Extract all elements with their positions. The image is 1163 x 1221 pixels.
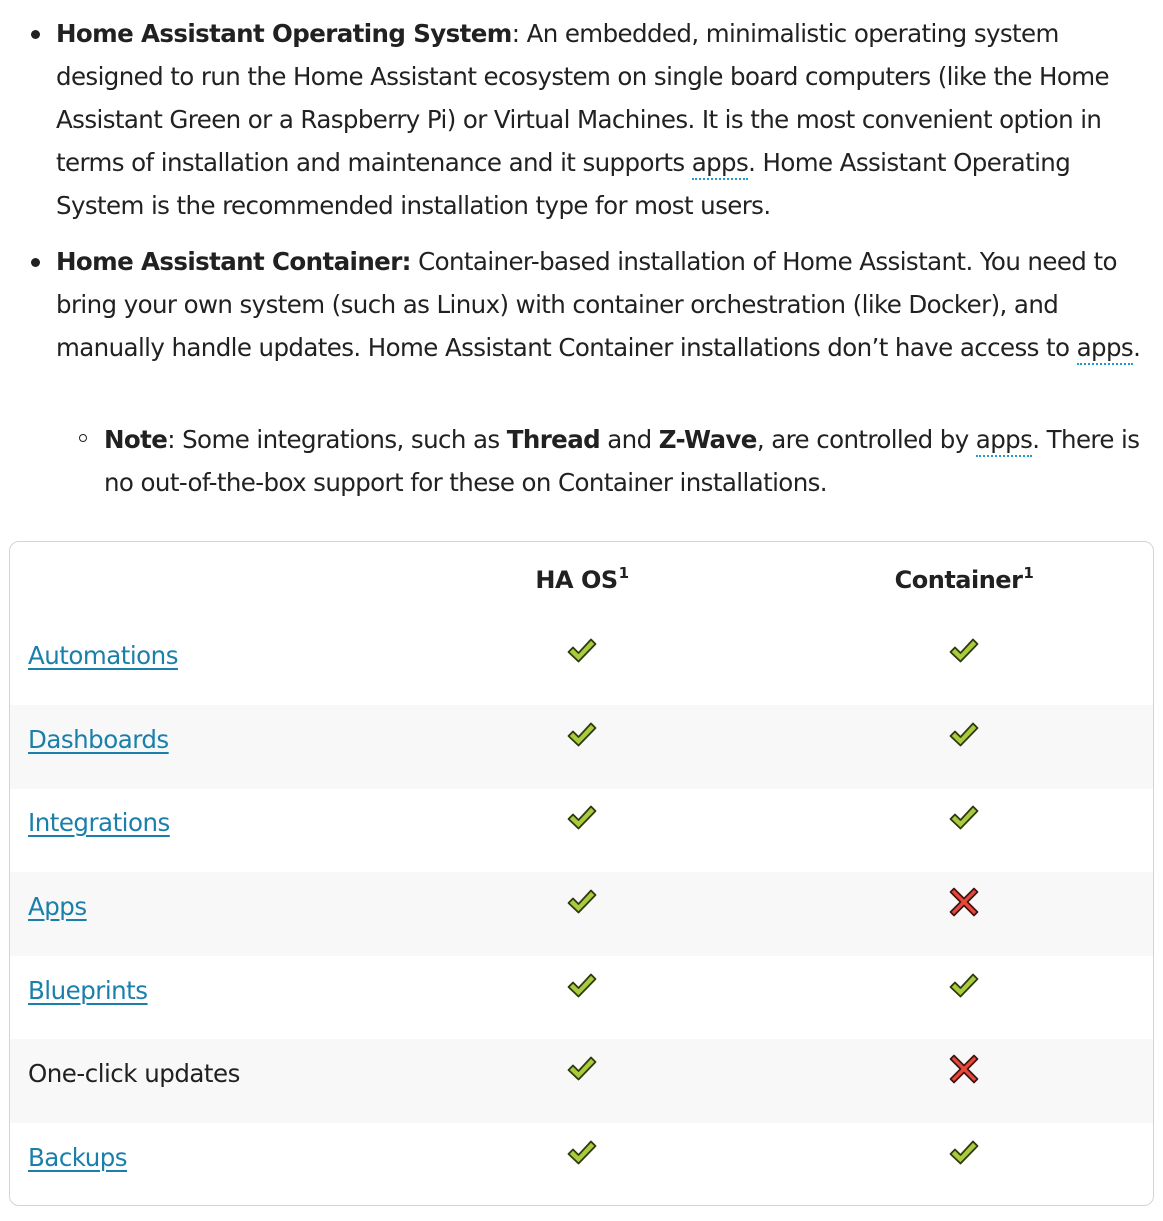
table-row (10, 1039, 1153, 1123)
apps-term-tooltip[interactable]: apps (692, 148, 748, 180)
comparison-table (9, 541, 1154, 1206)
header-haos-label: HA OS (535, 566, 618, 594)
table-header (10, 542, 1153, 622)
note-text: . There is no out-of-the-box support for these on Container installations. (104, 425, 1140, 497)
checkmark-icon (566, 1053, 598, 1085)
haos-title: Home Assistant Operating System (56, 19, 512, 48)
note-item (104, 418, 1163, 504)
table-row (10, 621, 1153, 705)
checkmark-icon (566, 970, 598, 1002)
checkmark-icon (566, 886, 598, 918)
container-text-after: . (1133, 333, 1141, 362)
note-text: , are controlled by (756, 425, 976, 454)
header-haos-footnote[interactable]: 1 (618, 564, 629, 582)
feature-link[interactable]: Dashboards (28, 725, 169, 754)
checkmark-icon (948, 970, 980, 1002)
note-label: Note (104, 425, 168, 454)
checkmark-icon (566, 802, 598, 834)
cross-icon (948, 886, 980, 918)
haos-text-after: . Home Assistant Operating System is the recommended installation type for most users. (56, 148, 1071, 220)
checkmark-icon (948, 635, 980, 667)
container-text-before: Container-based installation of Home Assistant. You need to bring your own system (such as Linux) with container orchestration (like Docker), and manually handle updates. Home Assistant Container installations don’t have access to (56, 247, 1117, 362)
feature-link[interactable]: Automations (28, 641, 178, 670)
feature-link[interactable]: Apps (28, 892, 87, 921)
table-row (10, 872, 1153, 956)
note-text: and (600, 425, 659, 454)
table-row (10, 956, 1153, 1040)
cross-icon (948, 1053, 980, 1085)
note-text: : Some integrations, such as (167, 425, 507, 454)
header-container (895, 564, 1034, 594)
feature-label: One-click updates (28, 1059, 240, 1088)
checkmark-icon (566, 1137, 598, 1169)
bullet-icon (31, 30, 40, 39)
feature-link[interactable]: Backups (28, 1143, 128, 1172)
feature-link[interactable]: Integrations (28, 808, 170, 837)
bullet-icon (31, 258, 40, 267)
haos-text-before: An embedded, minimalistic operating system designed to run the Home Assistant ecosystem on single board computers (like the Home Assistant Green or a Raspberry Pi) or Virtual Machines. It is the most convenient option in terms of installation and maintenance and it supports (56, 19, 1109, 177)
checkmark-icon (948, 802, 980, 834)
apps-term-tooltip[interactable]: apps (976, 425, 1032, 457)
checkmark-icon (566, 635, 598, 667)
checkmark-icon (948, 1137, 980, 1169)
header-container-footnote[interactable]: 1 (1023, 564, 1034, 582)
table-row (10, 1123, 1153, 1206)
note-zwave: Z-Wave (658, 425, 757, 454)
header-container-label: Container (894, 566, 1023, 594)
header-haos (535, 564, 628, 594)
checkmark-icon (566, 719, 598, 751)
table-row (10, 705, 1153, 789)
list-item-haos (56, 12, 1156, 227)
checkmark-icon (948, 719, 980, 751)
list-item-container (56, 240, 1156, 369)
container-title: Home Assistant Container: (56, 247, 411, 276)
sub-bullet-icon (79, 434, 87, 442)
haos-title-sep: : (511, 19, 520, 48)
apps-term-tooltip[interactable]: apps (1077, 333, 1133, 365)
feature-link[interactable]: Blueprints (28, 976, 148, 1005)
table-row (10, 788, 1153, 872)
note-thread: Thread (506, 425, 601, 454)
